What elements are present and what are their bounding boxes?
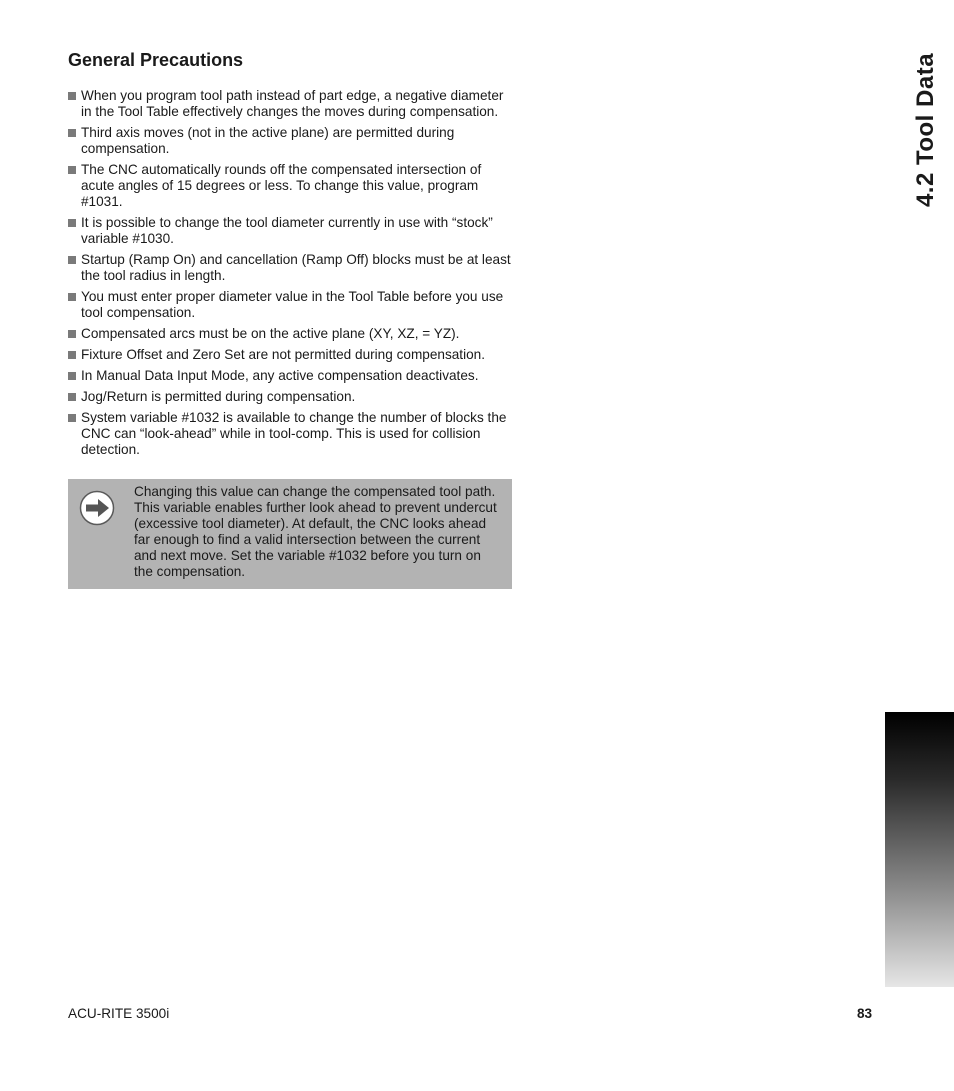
square-bullet-icon: [68, 166, 76, 174]
list-item-text: Startup (Ramp On) and cancellation (Ramp Off) blocks must be at least the tool radius in length.: [81, 252, 511, 283]
note-box: [68, 479, 512, 589]
chapter-title: [908, 50, 944, 210]
note-text: Changing this value can change the compensated tool path. This variable enables further look ahead to prevent undercut (excessive tool diameter). At default, the CNC looks ahead far enough to find a valid intersection between the current and next move. Set the variable #1032 before you turn on the compensation.: [134, 484, 497, 579]
square-bullet-icon: [68, 293, 76, 301]
chapter-title-text: 4.2 Tool Data: [912, 52, 939, 208]
list-item: [68, 289, 516, 321]
list-item-text: Jog/Return is permitted during compensation.: [81, 389, 356, 404]
list-item: [68, 88, 516, 120]
square-bullet-icon: [68, 256, 76, 264]
list-item-text: It is possible to change the tool diameter currently in use with “stock” variable #1030.: [81, 215, 493, 246]
square-bullet-icon: [68, 219, 76, 227]
square-bullet-icon: [68, 393, 76, 401]
chapter-tab: [885, 712, 954, 987]
list-item-text: When you program tool path instead of part edge, a negative diameter in the Tool Table effectively changes the moves during compensation.: [81, 88, 504, 119]
list-item: [68, 125, 516, 157]
square-bullet-icon: [68, 351, 76, 359]
list-item-text: Compensated arcs must be on the active plane (XY, XZ, = YZ).: [81, 326, 460, 341]
square-bullet-icon: [68, 92, 76, 100]
list-item: [68, 162, 516, 210]
list-item: [68, 326, 516, 342]
list-item-text: You must enter proper diameter value in the Tool Table before you use tool compensation.: [81, 289, 504, 320]
list-item-text: Fixture Offset and Zero Set are not permitted during compensation.: [81, 347, 485, 362]
square-bullet-icon: [68, 129, 76, 137]
list-item-text: The CNC automatically rounds off the compensated intersection of acute angles of 15 degrees or less. To change this value, program #1031.: [81, 162, 482, 209]
list-item: [68, 347, 516, 363]
list-item-text: Third axis moves (not in the active plane) are permitted during compensation.: [81, 125, 455, 156]
list-item: [68, 215, 516, 247]
list-item: [68, 389, 516, 405]
square-bullet-icon: [68, 330, 76, 338]
square-bullet-icon: [68, 414, 76, 422]
page-number: 83: [857, 1006, 873, 1021]
list-item: [68, 368, 516, 384]
arrow-right-icon: [79, 490, 115, 526]
list-item-text: System variable #1032 is available to change the number of blocks the CNC can “look-ahead” while in tool-comp. This is used for collision detection.: [81, 410, 507, 457]
list-item: [68, 410, 516, 458]
list-item-text: In Manual Data Input Mode, any active compensation deactivates.: [81, 368, 479, 383]
square-bullet-icon: [68, 372, 76, 380]
list-item: [68, 252, 516, 284]
footer-product: ACU-RITE 3500i: [68, 1006, 170, 1021]
section-heading: General Precautions: [68, 50, 244, 70]
precautions-list: [68, 88, 516, 463]
